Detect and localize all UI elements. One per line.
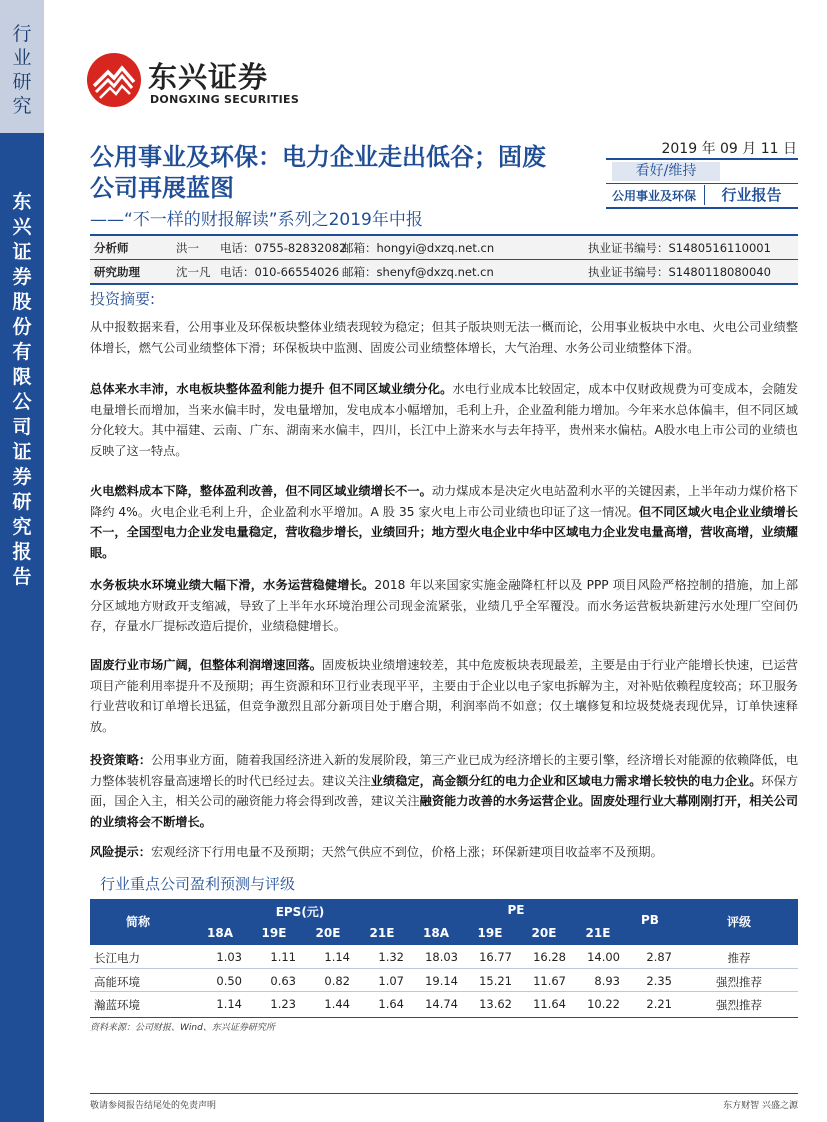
summary-paragraph-hydro	[90, 379, 798, 461]
footer-disclaimer: 敬请参阅报告结尾处的免责声明	[90, 1101, 217, 1111]
analyst-phone: 电话：010-66554026	[220, 265, 340, 279]
industry-rating: 看好/维持	[612, 162, 720, 181]
company-name: 瀚蓝环境	[94, 998, 140, 1012]
paragraph-highlight: 但不同区域火电企业业绩增长不一，全国型电力企业发电量稳定，营收稳步增长，业绩回升；地方型火电企业中华中区域电力企业发电量高增，营收高增，业绩耀眼。	[90, 504, 798, 560]
rating-value: 强烈推荐	[716, 998, 762, 1012]
rating-value: 强烈推荐	[716, 974, 762, 989]
logo-name-cn: 东兴证券	[148, 60, 269, 94]
pe-value: 11.67	[533, 973, 566, 988]
header-year: 20E	[315, 926, 341, 940]
paragraph-highlight: 业绩稳定，高金额分红的电力企业和区域电力需求增长较快的电力企业。	[370, 773, 762, 788]
pe-value: 14.74	[425, 997, 458, 1011]
pe-value: 16.28	[533, 950, 566, 964]
eps-value: 1.11	[270, 950, 296, 964]
dongxing-logo-icon	[86, 52, 142, 108]
analyst-email: 邮箱：hongyi@dxzq.net.cn	[342, 241, 495, 255]
paragraph-text: 从中报数据来看，公用事业及环保板块整体业绩表现较为稳定；但其子版块则无法一概而论，公用事业板块中水电、火电公司业绩整体增长，燃气公司业绩整体下滑；环保板块中监测、固废公司业绩整体增长，大气治理、水务公司业绩整体下滑。	[90, 320, 798, 355]
analyst-row	[90, 236, 798, 259]
rating-value: 推荐	[727, 951, 751, 965]
table-row	[90, 992, 798, 1016]
report-date: 2019 年 09 月 11 日	[661, 141, 797, 157]
info-divider	[606, 207, 798, 209]
paragraph-highlight: 融资能力改善的水务运营企业。固废处理行业大幕刚刚打开，相关公司的业绩将会不断增长。	[90, 794, 799, 829]
pe-value: 10.22	[587, 997, 620, 1011]
header-year: 19E	[261, 926, 287, 940]
paragraph-text: 水电行业成本比较固定，成本中仅财政规费为可变成本，会随发电量增长而增加，当来水偏丰时，发电量增加，发电成本小幅增加，毛利上升，企业盈利能力增加。今年来水总体偏丰，但不同区域分化较大。其中福建、云南、广东、湖南来水偏丰，四川，长江中上游来水与去年持平，贵州来水偏枯。A股水电上市公司的业绩也反映了这一特点。	[90, 382, 798, 458]
table-source: 资料来源：公司财报、Wind、东兴证券研究所	[90, 1023, 275, 1033]
header-year: 18A	[423, 926, 449, 940]
pe-value: 13.62	[479, 997, 512, 1011]
eps-value: 0.63	[270, 973, 296, 988]
analyst-cert: 执业证书编号：S1480516110001	[588, 241, 771, 255]
sidebar-company-label: 东兴证券股份有限公司证券研究报告	[12, 191, 32, 588]
analyst-role: 研究助理	[94, 265, 140, 279]
footer-slogan: 东方财智 兴盛之源	[723, 1101, 798, 1111]
table-row	[90, 945, 798, 969]
table-title: 行业重点公司盈利预测与评级	[100, 875, 296, 893]
summary-paragraph-strategy	[90, 750, 798, 832]
header-rating: 评级	[726, 915, 751, 929]
pb-value: 2.35	[646, 973, 672, 988]
summary-paragraph-waste	[90, 655, 798, 737]
analyst-cert: 执业证书编号：S1480118080040	[588, 265, 771, 279]
eps-value: 1.14	[324, 950, 350, 964]
header-year: 21E	[585, 926, 611, 940]
table-body	[90, 945, 798, 1017]
summary-paragraph-risk	[90, 842, 798, 863]
paragraph-text: 固废板块业绩增速较差，其中危废板块表现最差，主要是由于行业产能增长快速，已运营项目产能利用率提升不及预期；再生资源和环卫行业表现平平，主要由于企业以电子家电拆解为主，对补贴依赖程度较高；环卫服务行业营收和订单增长迅猛，但竞争激烈且部分新项目处于磨合期，利润率尚不如意；仅土壤修复和垃圾焚烧表现优异，订单快速释放。	[90, 658, 798, 734]
header-year: 20E	[531, 926, 557, 940]
paragraph-lead: 总体来水丰沛，水电板块整体盈利能力提升 但不同区域业绩分化。	[90, 382, 453, 396]
paragraph-text: 2018 年以来国家实施金融降杠杆以及 PPP 项目风险严格控制的措施，加上部分区域地方财政开支缩减，导致了上半年水环境治理公司现金流紧张，业绩几乎全军覆没。而水务运营板块新建污水处理厂空间仍存，存量水厂提标改造后提价，业绩稳健增长。	[90, 578, 799, 633]
pe-value: 19.14	[425, 973, 458, 988]
pe-value: 18.03	[425, 950, 458, 964]
header-year: 18A	[207, 926, 233, 940]
header-year: 19E	[477, 926, 503, 940]
summary-heading: 投资摘要:	[90, 290, 156, 308]
paragraph-lead: 火电燃料成本下降，整体盈利改善，但不同区域业绩增长不一。	[90, 484, 432, 498]
eps-value: 1.14	[216, 997, 242, 1011]
paragraph-text: 公用事业方面，随着我国经济进入新的发展阶段，第三产业已成为经济增长的主要引擎，经济增长对能源的依赖降低，电力整体装机容量高速增长的时代已经过去。建议关注	[90, 753, 799, 788]
paragraph-lead: 投资策略：	[90, 753, 152, 767]
pe-value: 8.93	[594, 973, 620, 988]
analyst-bottom-rule	[90, 283, 798, 285]
paragraph-text: 环保方面，国企入主，相关公司的融资能力将会得到改善，建议关注	[90, 773, 799, 808]
paragraph-lead: 水务板块水环境业绩大幅下滑，水务运营稳健增长。	[90, 578, 375, 592]
info-divider	[606, 158, 798, 160]
pe-value: 14.00	[587, 950, 620, 964]
sidebar-category-label: 行业研究	[12, 23, 32, 117]
paragraph-text: 动力煤成本是决定火电站盈利水平的关键因素，上半年动力煤价格下降约 4%。火电企业毛利上升，企业盈利水平增加。A 股 35 家火电上市公司业绩也印证了这一情况。	[90, 484, 799, 519]
pe-value: 15.21	[479, 973, 512, 988]
eps-value: 1.23	[270, 997, 296, 1011]
eps-value: 0.50	[216, 973, 242, 988]
footer-rule	[90, 1093, 798, 1094]
summary-paragraph-thermal	[90, 481, 798, 563]
pe-value: 16.77	[479, 950, 512, 964]
analyst-name: 沈一凡	[176, 265, 211, 279]
pb-value: 2.87	[646, 950, 672, 964]
eps-value: 1.64	[378, 997, 404, 1011]
header-eps: EPS(元)	[275, 905, 325, 919]
summary-paragraph-water	[90, 575, 798, 637]
eps-value: 1.07	[378, 973, 404, 988]
header-pe: PE	[507, 903, 525, 917]
header-name: 简称	[125, 915, 150, 929]
table-bottom-rule	[90, 1017, 798, 1018]
pb-value: 2.21	[646, 997, 672, 1011]
analyst-role: 分析师	[94, 241, 129, 255]
analyst-email: 邮箱：shenyf@dxzq.net.cn	[342, 265, 494, 279]
header-year: 21E	[369, 926, 395, 940]
paragraph-lead: 风险提示：	[90, 845, 151, 859]
eps-value: 1.03	[216, 950, 242, 964]
report-sector: 公用事业及环保	[611, 189, 696, 203]
header-pb: PB	[641, 913, 659, 927]
analyst-phone: 电话：0755-82832082	[220, 241, 347, 255]
paragraph-text: 宏观经济下行用电量不及预期；天然气供应不到位，价格上涨；环保新建项目收益率不及预期。	[150, 845, 663, 859]
table-row	[90, 969, 798, 993]
table-header	[90, 899, 798, 945]
eps-value: 1.32	[378, 950, 404, 964]
analyst-row	[90, 260, 798, 283]
company-name: 长江电力	[94, 951, 140, 965]
company-name: 高能环境	[94, 974, 140, 989]
analyst-name: 洪一	[176, 241, 199, 255]
report-title: 公用事业及环保：电力企业走出低谷；固废公司再展蓝图	[90, 143, 546, 202]
pe-value: 11.64	[533, 997, 566, 1011]
eps-value: 1.44	[324, 997, 350, 1011]
summary-paragraph	[90, 317, 798, 358]
report-type: 行业报告	[721, 186, 782, 204]
paragraph-lead: 固废行业市场广阔，但整体利润增速回落。	[90, 658, 322, 672]
logo-name-en: DONGXING SECURITIES	[150, 93, 300, 106]
eps-value: 0.82	[324, 973, 350, 988]
report-subtitle: ——“不一样的财报解读”系列之2019年中报	[90, 210, 423, 230]
